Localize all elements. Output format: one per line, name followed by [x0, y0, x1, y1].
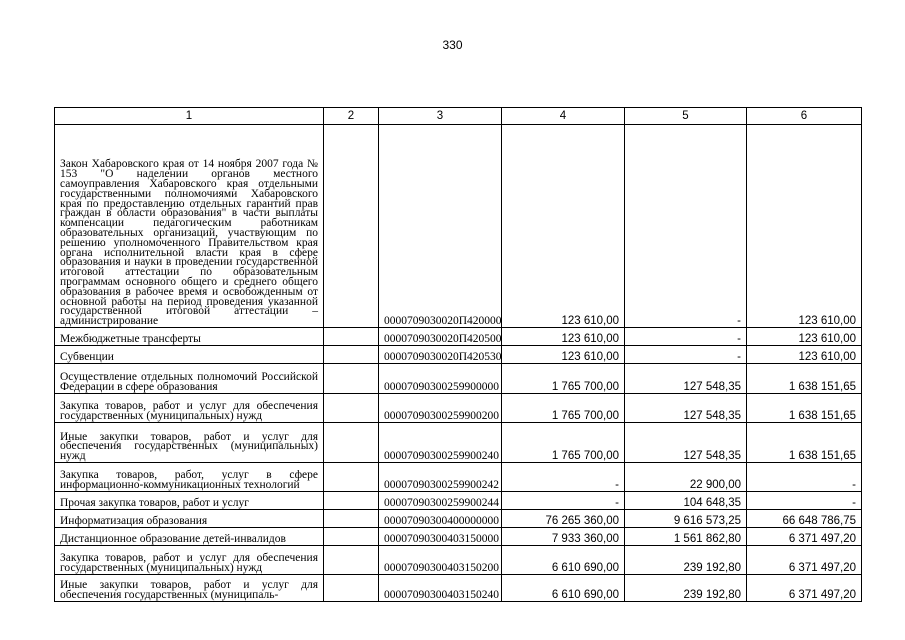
- table-row: [55, 546, 862, 575]
- row-value-6: 123 610,00: [747, 125, 862, 328]
- empty-cell: [324, 463, 379, 492]
- row-value-6: 1 638 151,65: [747, 394, 862, 423]
- row-code: 00007090300259900242: [379, 463, 502, 492]
- header-row: [55, 108, 862, 125]
- row-value-5: 9 616 573,25: [625, 510, 747, 528]
- row-name: Иные закупки товаров, работ и услуг для обеспечения государственных (муниципальных) нужд: [55, 423, 324, 463]
- row-value-6: 123 610,00: [747, 328, 862, 346]
- row-value-5: 239 192,80: [625, 575, 747, 602]
- row-name: Осуществление отдельных полномочий Российской Федерации в сфере образования: [55, 364, 324, 394]
- row-value-6: -: [747, 492, 862, 510]
- row-value-5: 127 548,35: [625, 364, 747, 394]
- row-value-4: 123 610,00: [502, 346, 625, 364]
- empty-cell: [324, 528, 379, 546]
- row-name: Дистанционное образование детей-инвалидов: [55, 528, 324, 546]
- empty-cell: [324, 423, 379, 463]
- header-cell: 2: [324, 108, 379, 125]
- row-value-4: 1 765 700,00: [502, 394, 625, 423]
- table-row: [55, 575, 862, 602]
- row-code: 00007090300259900000: [379, 364, 502, 394]
- row-name: Межбюджетные трансферты: [55, 328, 324, 346]
- row-value-6: 66 648 786,75: [747, 510, 862, 528]
- header-cell: 5: [625, 108, 747, 125]
- table-row: [55, 394, 862, 423]
- row-value-4: 1 765 700,00: [502, 364, 625, 394]
- row-code: 0000709030020П420530: [379, 346, 502, 364]
- row-value-6: 6 371 497,20: [747, 575, 862, 602]
- table-row: [55, 463, 862, 492]
- table-row: [55, 492, 862, 510]
- empty-cell: [324, 328, 379, 346]
- row-code: 00007090300259900244: [379, 492, 502, 510]
- row-code: 0000709030020П420500: [379, 328, 502, 346]
- row-value-4: 76 265 360,00: [502, 510, 625, 528]
- table-row: [55, 423, 862, 463]
- empty-cell: [324, 394, 379, 423]
- row-value-5: 22 900,00: [625, 463, 747, 492]
- row-value-5: 1 561 862,80: [625, 528, 747, 546]
- row-value-5: 127 548,35: [625, 423, 747, 463]
- table-row: [55, 125, 862, 328]
- empty-cell: [324, 575, 379, 602]
- empty-cell: [324, 346, 379, 364]
- row-value-4: 1 765 700,00: [502, 423, 625, 463]
- row-code: 00007090300403150240: [379, 575, 502, 602]
- row-code: 00007090300403150000: [379, 528, 502, 546]
- row-value-4: 7 933 360,00: [502, 528, 625, 546]
- empty-cell: [324, 510, 379, 528]
- row-name: Информатизация образования: [55, 510, 324, 528]
- row-value-4: 6 610 690,00: [502, 575, 625, 602]
- row-value-5: 104 648,35: [625, 492, 747, 510]
- row-name: Закупка товаров, работ и услуг для обеспечения государственных (муниципальных) нужд: [55, 394, 324, 423]
- row-code: 00007090300403150200: [379, 546, 502, 575]
- row-value-5: 239 192,80: [625, 546, 747, 575]
- header-cell: 6: [747, 108, 862, 125]
- row-name: Прочая закупка товаров, работ и услуг: [55, 492, 324, 510]
- row-value-5: -: [625, 346, 747, 364]
- row-name: Закупка товаров, работ, услуг в сфере информационно-коммуникационных технологий: [55, 463, 324, 492]
- table-row: [55, 328, 862, 346]
- table-row: [55, 510, 862, 528]
- page-number: 330: [442, 38, 463, 52]
- row-value-6: 6 371 497,20: [747, 546, 862, 575]
- row-value-6: 6 371 497,20: [747, 528, 862, 546]
- row-code: 00007090300400000000: [379, 510, 502, 528]
- empty-cell: [324, 364, 379, 394]
- header-cell: 1: [55, 108, 324, 125]
- row-value-5: -: [625, 328, 747, 346]
- empty-cell: [324, 125, 379, 328]
- row-name: Иные закупки товаров, работ и услуг для обеспечения государственных (муниципаль-: [55, 575, 324, 602]
- row-name: Закон Хабаровского края от 14 ноября 2007 года № 153 "О наделении органов местного самоуправления Хабаровского края отдельными государственными полномочиями Хабаровского края по предоставлению отдельных гарантий прав граждан в области образования" в части выплаты компенсации педагогическим работникам образовательных организаций, участвующим по решению уполномоченного Правительством края органа исполнительной власти края в сфере образования и науки в проведении государственной итоговой аттестации по образовательным программам основного общего и среднего общего образования в рабочее время и освобожденным от основной работы на период проведения указанной государственной итоговой аттестации – администрирование: [55, 125, 324, 328]
- row-value-6: -: [747, 463, 862, 492]
- row-value-5: 127 548,35: [625, 394, 747, 423]
- header-cell: 4: [502, 108, 625, 125]
- row-name: Субвенции: [55, 346, 324, 364]
- row-code: 00007090300259900240: [379, 423, 502, 463]
- empty-cell: [324, 492, 379, 510]
- row-code: 0000709030020П420000: [379, 125, 502, 328]
- row-value-4: 123 610,00: [502, 328, 625, 346]
- row-value-4: 123 610,00: [502, 125, 625, 328]
- header-cell: 3: [379, 108, 502, 125]
- table-row: [55, 346, 862, 364]
- table-row: [55, 364, 862, 394]
- row-value-5: -: [625, 125, 747, 328]
- row-code: 00007090300259900200: [379, 394, 502, 423]
- row-value-4: 6 610 690,00: [502, 546, 625, 575]
- empty-cell: [324, 546, 379, 575]
- row-value-6: 1 638 151,65: [747, 423, 862, 463]
- row-value-6: 123 610,00: [747, 346, 862, 364]
- row-value-4: -: [502, 492, 625, 510]
- budget-table: [54, 107, 862, 602]
- table-row: [55, 528, 862, 546]
- row-name: Закупка товаров, работ и услуг для обеспечения государственных (муниципальных) нужд: [55, 546, 324, 575]
- row-value-4: -: [502, 463, 625, 492]
- row-value-6: 1 638 151,65: [747, 364, 862, 394]
